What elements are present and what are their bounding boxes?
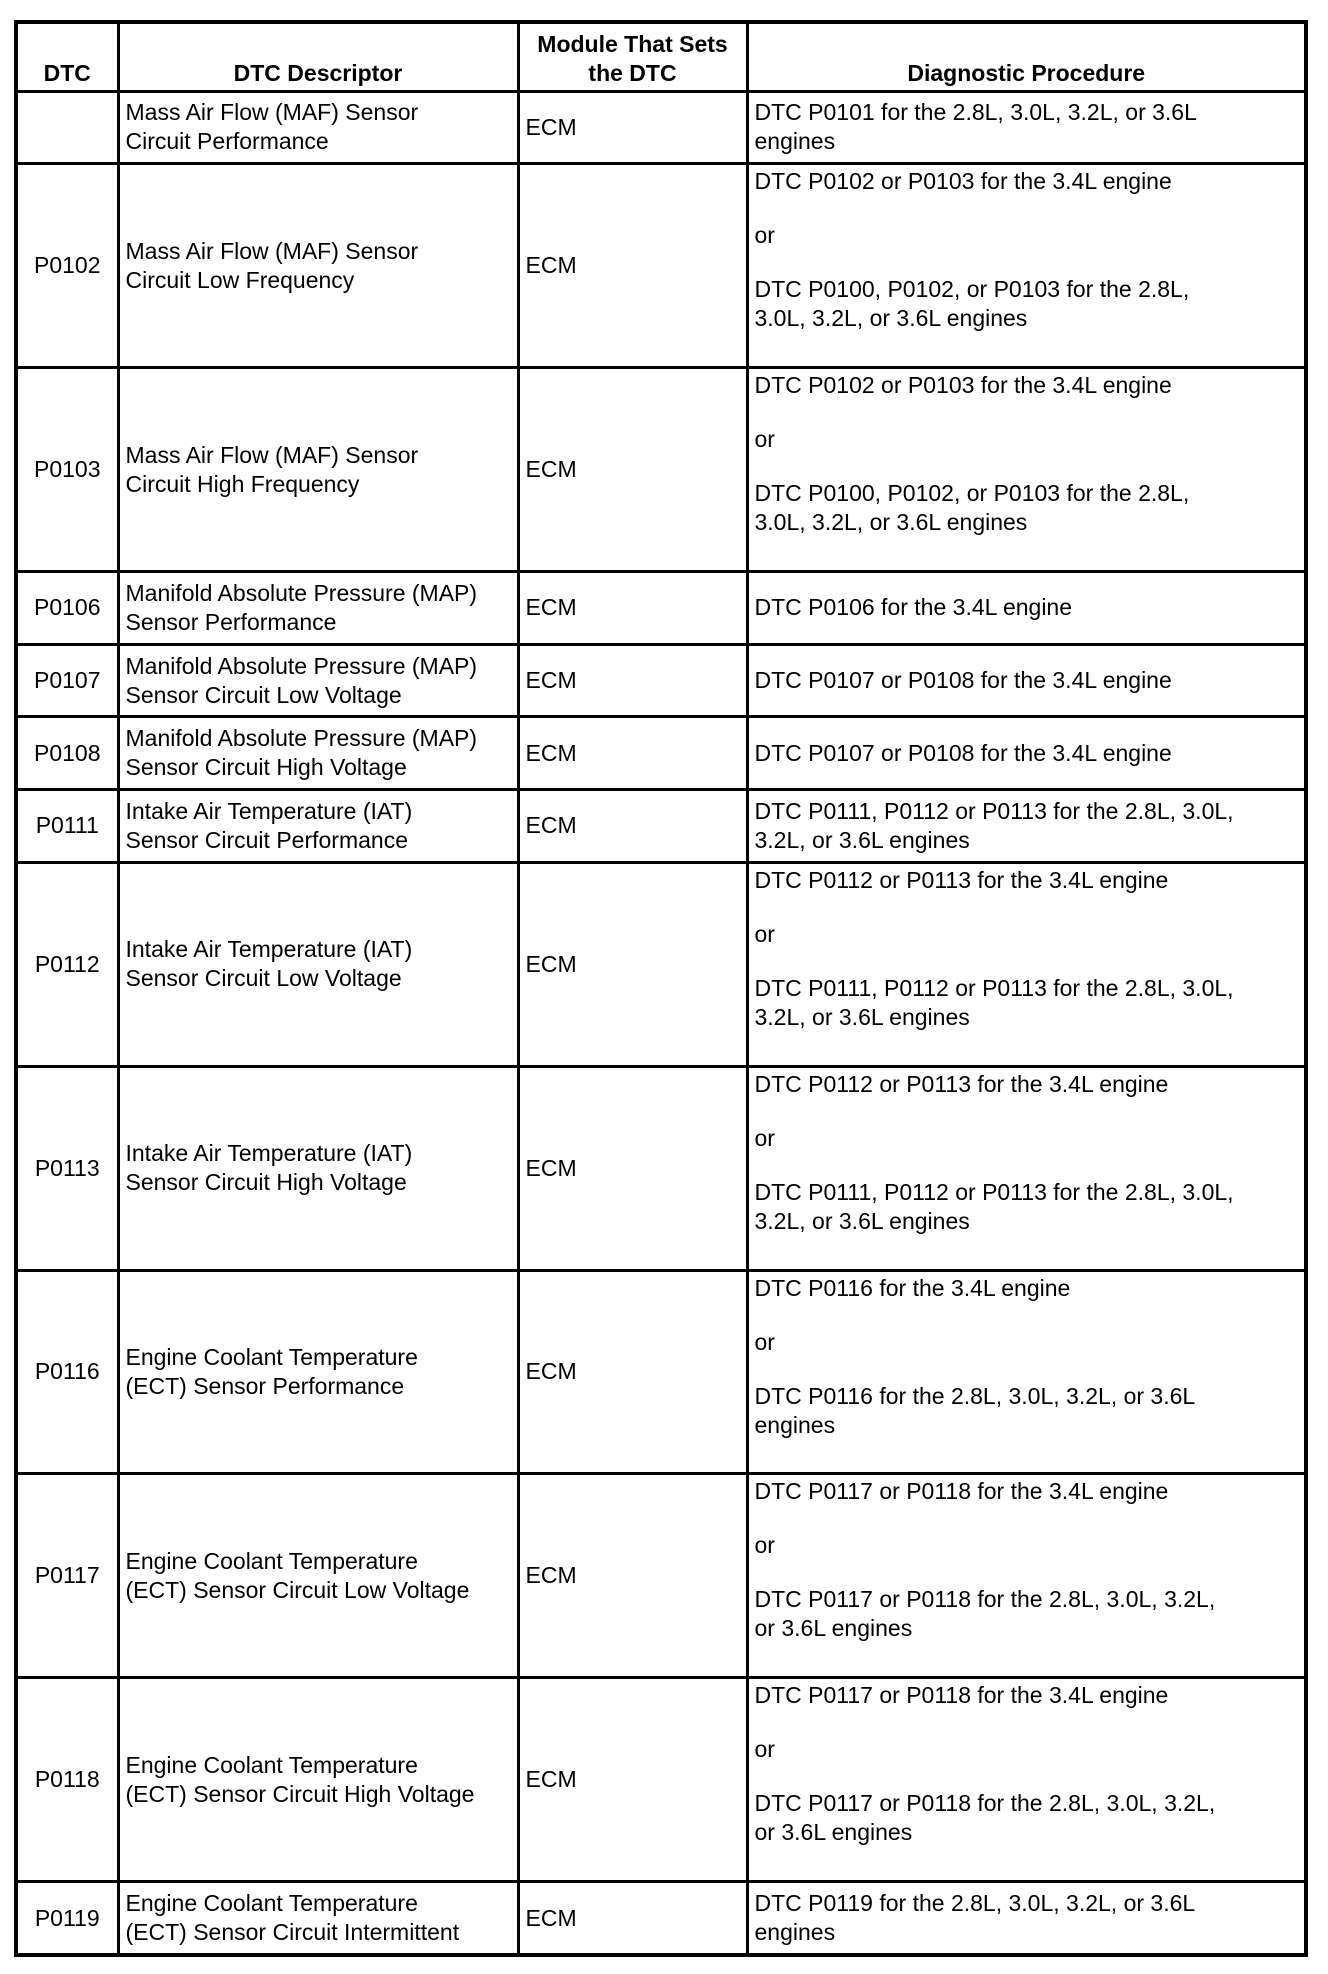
dtc-code-cell: P0119 — [16, 1882, 118, 1955]
procedure-part — [755, 1178, 1299, 1236]
module-cell: ECM — [518, 368, 747, 572]
procedure-line: DTC P0112 or P0113 for the 3.4L engine — [754, 866, 1169, 893]
descriptor-line: Intake Air Temperature (IAT) — [125, 1140, 413, 1167]
descriptor-line: Circuit Performance — [125, 128, 329, 155]
procedure-part — [755, 1889, 1299, 1947]
dtc-code-cell — [16, 91, 118, 164]
procedure-part — [755, 1274, 1299, 1303]
procedure-part — [755, 371, 1299, 400]
procedure-line: engines — [754, 128, 836, 155]
procedure-line: engines — [754, 1411, 836, 1438]
procedure-part — [755, 1585, 1299, 1643]
dtc-code-cell: P0116 — [16, 1270, 118, 1474]
procedure-line: DTC P0107 or P0108 for the 3.4L engine — [754, 739, 1172, 766]
module-cell: ECM — [518, 164, 747, 368]
header-descriptor: DTC Descriptor — [118, 22, 518, 91]
descriptor-line: (ECT) Sensor Circuit Intermittent — [125, 1919, 460, 1946]
descriptor-line: Engine Coolant Temperature — [125, 1343, 418, 1370]
descriptor-line: Circuit Low Frequency — [125, 266, 355, 293]
dtc-descriptor-cell — [118, 862, 518, 1066]
procedure-line: DTC P0111, P0112 or P0113 for the 2.8L, 3.0L, — [754, 1178, 1234, 1205]
table-row — [16, 644, 1306, 717]
descriptor-line: Intake Air Temperature (IAT) — [125, 797, 413, 824]
module-cell: ECM — [518, 91, 747, 164]
module-cell: ECM — [518, 1678, 747, 1882]
procedure-line: DTC P0119 for the 2.8L, 3.0L, 3.2L, or 3.6L — [754, 1890, 1196, 1917]
diagnostic-procedure-cell — [747, 1270, 1306, 1474]
descriptor-line: Sensor Circuit High Voltage — [125, 1169, 407, 1196]
procedure-line: 3.2L, or 3.6L engines — [754, 1003, 970, 1030]
procedure-line: DTC P0100, P0102, or P0103 for the 2.8L, — [754, 276, 1190, 303]
procedure-line: DTC P0117 or P0118 for the 3.4L engine — [754, 1682, 1169, 1709]
descriptor-line: Sensor Circuit Low Voltage — [125, 681, 402, 708]
dtc-descriptor-cell — [118, 790, 518, 863]
procedure-or: or — [754, 1532, 775, 1559]
procedure-line: DTC P0116 for the 2.8L, 3.0L, 3.2L, or 3.6L — [754, 1382, 1196, 1409]
procedure-part — [755, 167, 1299, 196]
descriptor-line: Sensor Performance — [125, 608, 337, 635]
dtc-code-cell: P0106 — [16, 571, 118, 644]
descriptor-line: Manifold Absolute Pressure (MAP) — [125, 579, 478, 606]
table-row — [16, 1678, 1306, 1882]
table-header-row — [16, 22, 1306, 91]
procedure-part — [755, 866, 1299, 895]
procedure-or: or — [754, 426, 775, 453]
procedure-line: 3.2L, or 3.6L engines — [754, 826, 970, 853]
table-row — [16, 571, 1306, 644]
descriptor-line: Engine Coolant Temperature — [125, 1890, 418, 1917]
dtc-code-cell: P0117 — [16, 1474, 118, 1678]
module-cell: ECM — [518, 717, 747, 790]
procedure-line: DTC P0102 or P0103 for the 3.4L engine — [754, 372, 1172, 399]
procedure-line: DTC P0106 for the 3.4L engine — [754, 594, 1073, 621]
procedure-line: DTC P0117 or P0118 for the 2.8L, 3.0L, 3.2L, — [754, 1790, 1216, 1817]
diagnostic-procedure-cell — [747, 1678, 1306, 1882]
table-body — [16, 91, 1306, 1955]
diagnostic-procedure-cell — [747, 717, 1306, 790]
procedure-part — [755, 593, 1299, 622]
diagnostic-procedure-cell — [747, 91, 1306, 164]
procedure-line: DTC P0116 for the 3.4L engine — [754, 1274, 1071, 1301]
diagnostic-procedure-cell — [747, 368, 1306, 572]
table-row — [16, 1270, 1306, 1474]
dtc-code-cell: P0103 — [16, 368, 118, 572]
module-cell: ECM — [518, 1474, 747, 1678]
dtc-code-cell: P0113 — [16, 1066, 118, 1270]
header-procedure: Diagnostic Procedure — [747, 22, 1306, 91]
procedure-line: or 3.6L engines — [754, 1615, 913, 1642]
descriptor-line: Engine Coolant Temperature — [125, 1547, 418, 1574]
dtc-code-cell: P0108 — [16, 717, 118, 790]
descriptor-line: Sensor Circuit Low Voltage — [125, 965, 402, 992]
dtc-descriptor-cell — [118, 1474, 518, 1678]
procedure-or: or — [754, 920, 775, 947]
dtc-descriptor-cell — [118, 717, 518, 790]
table-row — [16, 717, 1306, 790]
dtc-code-cell: P0107 — [16, 644, 118, 717]
diagnostic-procedure-cell — [747, 1066, 1306, 1270]
descriptor-line: Circuit High Frequency — [125, 470, 360, 497]
procedure-or: or — [754, 1124, 775, 1151]
procedure-line: 3.0L, 3.2L, or 3.6L engines — [754, 509, 1028, 536]
descriptor-line: (ECT) Sensor Performance — [125, 1372, 405, 1399]
module-cell: ECM — [518, 862, 747, 1066]
dtc-descriptor-cell — [118, 164, 518, 368]
table-row — [16, 1882, 1306, 1955]
descriptor-line: (ECT) Sensor Circuit Low Voltage — [125, 1576, 470, 1603]
descriptor-line: Intake Air Temperature (IAT) — [125, 936, 413, 963]
diagnostic-procedure-cell — [747, 790, 1306, 863]
dtc-code-cell: P0112 — [16, 862, 118, 1066]
module-cell: ECM — [518, 1066, 747, 1270]
procedure-line: DTC P0111, P0112 or P0113 for the 2.8L, 3.0L, — [754, 974, 1234, 1001]
module-cell: ECM — [518, 1882, 747, 1955]
procedure-part — [755, 666, 1299, 695]
procedure-part — [755, 1477, 1299, 1506]
procedure-or: or — [754, 1736, 775, 1763]
table-row — [16, 368, 1306, 572]
descriptor-line: Mass Air Flow (MAF) Sensor — [125, 237, 419, 264]
header-module-line1: Module That Sets — [537, 30, 728, 57]
procedure-part — [755, 739, 1299, 768]
diagnostic-procedure-cell — [747, 1474, 1306, 1678]
table-row — [16, 164, 1306, 368]
procedure-part — [755, 98, 1299, 156]
table-row — [16, 790, 1306, 863]
descriptor-line: Mass Air Flow (MAF) Sensor — [125, 441, 419, 468]
table-row — [16, 862, 1306, 1066]
descriptor-line: Sensor Circuit Performance — [125, 826, 408, 853]
diagnostic-procedure-cell — [747, 644, 1306, 717]
procedure-part — [755, 1681, 1299, 1710]
procedure-or: or — [754, 222, 775, 249]
descriptor-line: Sensor Circuit High Voltage — [125, 754, 407, 781]
procedure-line: or 3.6L engines — [754, 1819, 913, 1846]
table-row — [16, 1474, 1306, 1678]
dtc-descriptor-cell — [118, 368, 518, 572]
dtc-descriptor-cell — [118, 1882, 518, 1955]
descriptor-line: Manifold Absolute Pressure (MAP) — [125, 725, 478, 752]
dtc-descriptor-cell — [118, 1270, 518, 1474]
procedure-part — [755, 797, 1299, 855]
dtc-descriptor-cell — [118, 91, 518, 164]
descriptor-line: Manifold Absolute Pressure (MAP) — [125, 652, 478, 679]
diagnostic-procedure-cell — [747, 571, 1306, 644]
dtc-code-cell: P0118 — [16, 1678, 118, 1882]
procedure-line: DTC P0100, P0102, or P0103 for the 2.8L, — [754, 480, 1190, 507]
table-row — [16, 91, 1306, 164]
descriptor-line: Engine Coolant Temperature — [125, 1751, 418, 1778]
dtc-code-cell: P0111 — [16, 790, 118, 863]
module-cell: ECM — [518, 571, 747, 644]
header-dtc: DTC — [16, 22, 118, 91]
procedure-line: DTC P0112 or P0113 for the 3.4L engine — [754, 1070, 1169, 1097]
dtc-table — [14, 20, 1308, 1957]
diagnostic-procedure-cell — [747, 1882, 1306, 1955]
procedure-part — [755, 1070, 1299, 1099]
procedure-part — [755, 275, 1299, 333]
header-module-line2: the DTC — [588, 59, 677, 86]
procedure-line: DTC P0111, P0112 or P0113 for the 2.8L, 3.0L, — [754, 797, 1234, 824]
procedure-line: 3.2L, or 3.6L engines — [754, 1207, 970, 1234]
dtc-descriptor-cell — [118, 571, 518, 644]
diagnostic-procedure-cell — [747, 164, 1306, 368]
dtc-descriptor-cell — [118, 644, 518, 717]
procedure-part — [755, 479, 1299, 537]
diagnostic-procedure-cell — [747, 862, 1306, 1066]
procedure-line: DTC P0117 or P0118 for the 3.4L engine — [754, 1478, 1169, 1505]
procedure-line: engines — [754, 1919, 836, 1946]
procedure-line: DTC P0107 or P0108 for the 3.4L engine — [754, 667, 1172, 694]
descriptor-line: Mass Air Flow (MAF) Sensor — [125, 99, 419, 126]
procedure-line: DTC P0102 or P0103 for the 3.4L engine — [754, 168, 1172, 195]
module-cell: ECM — [518, 644, 747, 717]
descriptor-line: (ECT) Sensor Circuit High Voltage — [125, 1780, 475, 1807]
module-cell: ECM — [518, 790, 747, 863]
dtc-descriptor-cell — [118, 1678, 518, 1882]
procedure-part — [755, 974, 1299, 1032]
procedure-line: 3.0L, 3.2L, or 3.6L engines — [754, 305, 1028, 332]
dtc-descriptor-cell — [118, 1066, 518, 1270]
procedure-line: DTC P0117 or P0118 for the 2.8L, 3.0L, 3.2L, — [754, 1586, 1216, 1613]
procedure-or: or — [754, 1328, 775, 1355]
table-row — [16, 1066, 1306, 1270]
module-cell: ECM — [518, 1270, 747, 1474]
procedure-part — [755, 1382, 1299, 1440]
procedure-part — [755, 1789, 1299, 1847]
dtc-code-cell: P0102 — [16, 164, 118, 368]
procedure-line: DTC P0101 for the 2.8L, 3.0L, 3.2L, or 3.6L — [754, 99, 1197, 126]
header-module — [518, 22, 747, 91]
